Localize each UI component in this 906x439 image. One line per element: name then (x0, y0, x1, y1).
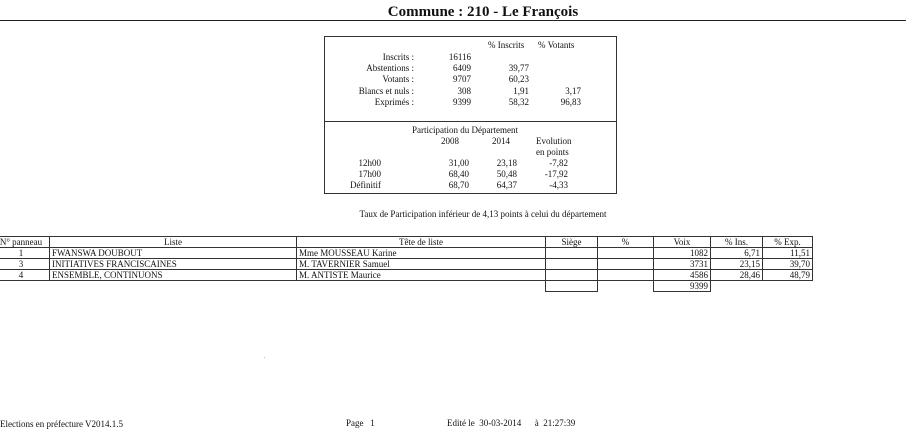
header-voix: Voix (654, 237, 711, 248)
stat-label: Blancs et nuls : (358, 86, 414, 96)
participation-evolution: -4,33 (549, 180, 568, 190)
cell-liste: ENSEMBLE, CONTINUONS (50, 270, 297, 281)
stat-label: Inscrits : (382, 52, 414, 62)
footer-page (346, 418, 375, 429)
cell-pct-ins: 23,15 (711, 259, 763, 270)
cell-panneau: 4 (0, 270, 50, 281)
total-voix: 9399 (654, 281, 711, 292)
cell-pct-exp: 48,79 (763, 270, 813, 281)
header-panneau: N° panneau (0, 237, 50, 248)
cell-tete: Mme MOUSSEAU Karine (297, 248, 546, 259)
participation-2008: 68,40 (448, 169, 469, 179)
participation-label: 12h00 (358, 158, 381, 168)
scan-speck (264, 357, 265, 358)
cell-siege (546, 248, 598, 259)
stat-pct-votants: 3,17 (565, 86, 581, 96)
col-header-evolution: Evolution (536, 136, 572, 146)
cell-pct-ins: 28,46 (711, 270, 763, 281)
header-tete: Tête de liste (297, 237, 546, 248)
footer-version: Elections en préfecture V2014.1.5 (0, 419, 124, 429)
cell-pct (598, 259, 654, 270)
cell-siege (546, 259, 598, 270)
stat-pct-inscrits: 58,32 (508, 97, 529, 107)
header-pct-ins: % Ins. (711, 237, 763, 248)
col-header-pct-votants: % Votants (538, 40, 575, 50)
col-header-evolution-unit: en points (536, 147, 569, 157)
stat-label: Exprimés : (374, 97, 414, 107)
participation-notice: Taux de Participation inférieur de 4,13 points à celui du département (359, 209, 607, 219)
cell-liste: FWANSWA DOUBOUT (50, 248, 297, 259)
col-header-2008: 2008 (441, 136, 459, 146)
stat-value: 9399 (453, 97, 471, 107)
cell-panneau: 1 (0, 248, 50, 259)
stat-value: 308 (457, 86, 471, 96)
footer-page-label: Page (346, 418, 364, 428)
col-header-2014: 2014 (492, 136, 510, 146)
stat-label: Votants : (382, 74, 414, 84)
page-title: Commune : 210 - Le François (387, 4, 579, 20)
cell-voix: 1082 (654, 248, 711, 259)
results-table (0, 236, 813, 292)
participation-2008: 31,00 (448, 158, 469, 168)
total-siege-cell (546, 281, 598, 292)
cell-siege (546, 270, 598, 281)
table-row (0, 270, 813, 281)
stat-pct-votants: 96,83 (560, 97, 581, 107)
table-row (0, 248, 813, 259)
cell-pct-exp: 11,51 (763, 248, 813, 259)
stat-value: 6409 (453, 63, 471, 73)
header-liste: Liste (50, 237, 297, 248)
participation-label: 17h00 (358, 169, 381, 179)
stat-pct-inscrits: 1,91 (513, 86, 529, 96)
header-pct: % (598, 237, 654, 248)
participation-title: Participation du Département (412, 125, 518, 135)
cell-tete: M. TAVERNIER Samuel (297, 259, 546, 270)
header-siege: Siège (546, 237, 598, 248)
participation-evolution: -17,92 (544, 169, 568, 179)
participation-2014: 23,18 (496, 158, 517, 168)
stat-pct-inscrits: 60,23 (508, 74, 529, 84)
header-pct-exp: % Exp. (763, 237, 813, 248)
table-header-row (0, 237, 813, 248)
stat-pct-inscrits: 39,77 (508, 63, 529, 73)
cell-pct (598, 248, 654, 259)
cell-panneau: 3 (0, 259, 50, 270)
footer-edited-time: 21:27:39 (543, 418, 576, 428)
participation-2014: 64,37 (496, 180, 517, 190)
stat-value: 16116 (448, 52, 471, 62)
footer-edited-date: 30-03-2014 (479, 418, 522, 428)
title-rule (0, 20, 906, 21)
cell-tete: M. ANTISTE Maurice (297, 270, 546, 281)
participation-evolution: -7,82 (549, 158, 568, 168)
footer-page-number: 1 (370, 418, 375, 428)
cell-pct (598, 270, 654, 281)
footer-time-prefix: à (534, 418, 539, 428)
stat-value: 9707 (453, 74, 471, 84)
cell-pct-ins: 6,71 (711, 248, 763, 259)
stats-divider (324, 121, 617, 122)
participation-2008: 68,70 (448, 180, 469, 190)
participation-2014: 50,48 (496, 169, 517, 179)
footer-edited (447, 418, 575, 429)
totals-row (0, 281, 813, 292)
cell-liste: INITIATIVES FRANCISCAINES (50, 259, 297, 270)
stat-label: Abstentions : (366, 63, 414, 73)
participation-label: Définitif (350, 180, 381, 190)
col-header-pct-inscrits: % Inscrits (488, 40, 525, 50)
cell-voix: 3731 (654, 259, 711, 270)
cell-pct-exp: 39,70 (763, 259, 813, 270)
table-row (0, 259, 813, 270)
cell-voix: 4586 (654, 270, 711, 281)
footer-edited-label: Edité le (447, 418, 475, 428)
